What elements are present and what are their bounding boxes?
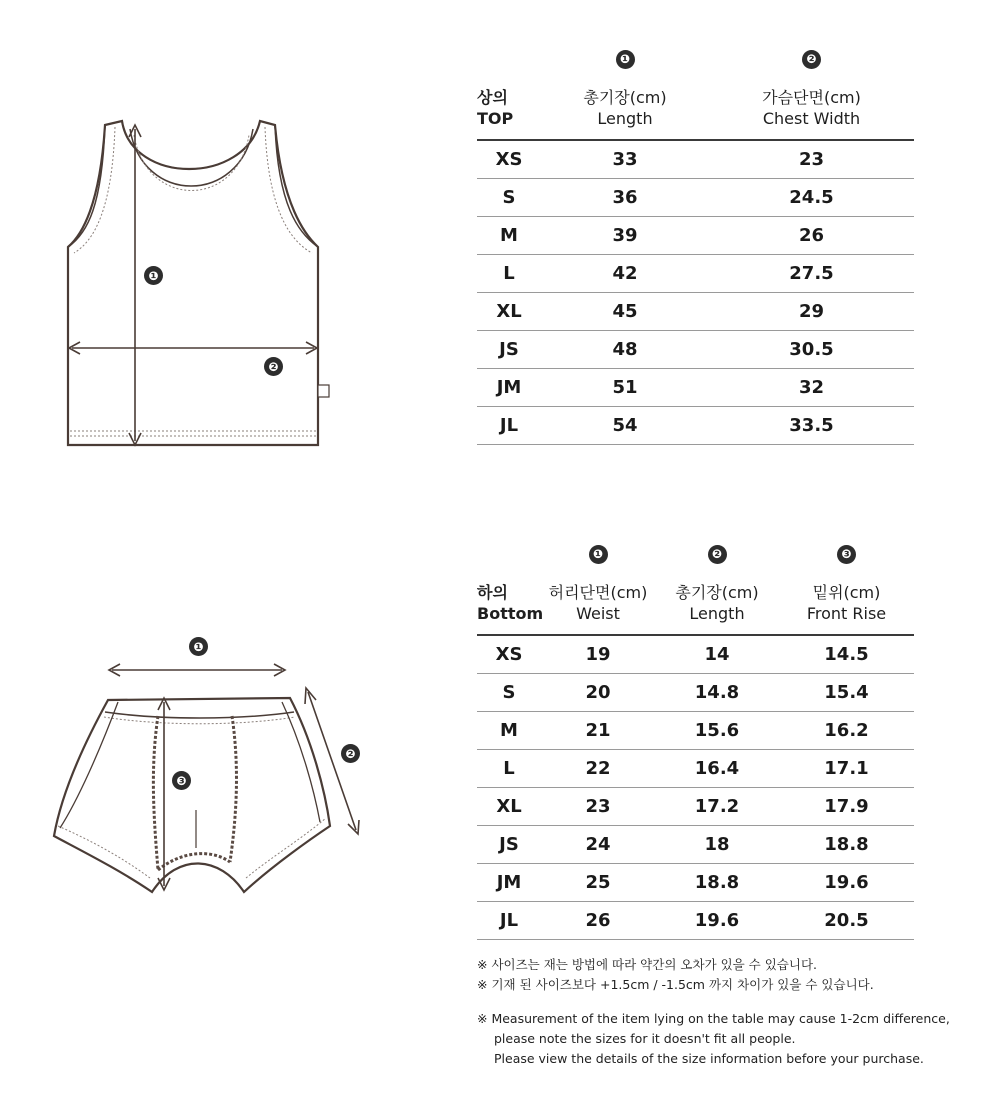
measurement-cell: 18 [655, 826, 779, 864]
measurement-cell: 51 [541, 369, 709, 407]
column-en: Chest Width [762, 109, 861, 128]
measurement-cell: 39 [541, 217, 709, 255]
measurement-cell: 14 [655, 635, 779, 674]
size-cell: L [477, 750, 541, 788]
tank-top-drawing [60, 115, 340, 455]
marker-2-icon: ❷ [708, 545, 727, 564]
measurement-cell: 16.4 [655, 750, 779, 788]
measurement-cell: 22 [541, 750, 655, 788]
marker-3-icon: ❸ [837, 545, 856, 564]
column-en: Length [597, 109, 653, 128]
measurement-cell: 33.5 [709, 407, 914, 445]
marker-row [477, 540, 914, 582]
measurement-cell: 42 [541, 255, 709, 293]
measurement-cell: 17.2 [655, 788, 779, 826]
column-header-length [541, 87, 709, 140]
table-row [477, 217, 914, 255]
table-row [477, 255, 914, 293]
measurement-cell: 19.6 [655, 902, 779, 940]
note-ko-1: ※ 사이즈는 재는 방법에 따라 약간의 오차가 있을 수 있습니다. [477, 957, 818, 972]
measurement-cell: 15.4 [779, 674, 914, 712]
measurement-cell: 26 [709, 217, 914, 255]
size-cell: M [477, 217, 541, 255]
category-header [477, 87, 541, 140]
column-ko: 총기장(cm) [583, 88, 667, 107]
measurement-cell: 17.9 [779, 788, 914, 826]
measurement-cell: 15.6 [655, 712, 779, 750]
measurement-cell: 24.5 [709, 179, 914, 217]
measurement-cell: 20.5 [779, 902, 914, 940]
measurement-cell: 19.6 [779, 864, 914, 902]
size-cell: XL [477, 788, 541, 826]
table-row [477, 712, 914, 750]
measurement-cell: 23 [541, 788, 655, 826]
note-en-1: ※ Measurement of the item lying on the table may cause 1-2cm difference, [477, 1011, 950, 1026]
marker-1-icon: ❶ [616, 50, 635, 69]
shorts-illustration [50, 630, 370, 900]
column-ko: 총기장(cm) [675, 583, 759, 602]
marker-1-icon: ❶ [144, 266, 163, 285]
column-ko: 가슴단면(cm) [762, 88, 861, 107]
size-cell: JL [477, 407, 541, 445]
table-row [477, 788, 914, 826]
column-ko: 허리단면(cm) [548, 583, 648, 602]
marker-3-icon: ❸ [172, 771, 191, 790]
column-header-chest [709, 87, 914, 140]
table-row [477, 864, 914, 902]
column-ko: 밑위(cm) [812, 583, 881, 602]
size-cell: M [477, 712, 541, 750]
column-en: Weist [576, 604, 620, 623]
measurement-cell: 36 [541, 179, 709, 217]
measurement-cell: 26 [541, 902, 655, 940]
category-ko: 상의 [477, 88, 508, 107]
category-header [477, 582, 544, 635]
size-cell: XL [477, 293, 541, 331]
column-en: Front Rise [806, 604, 887, 623]
column-header-waist [541, 582, 655, 635]
note-ko-2: ※ 기재 된 사이즈보다 +1.5cm / -1.5cm 까지 차이가 있을 수 있습니다. [477, 977, 874, 992]
table-row [477, 407, 914, 445]
category-en: TOP [477, 109, 514, 128]
column-header-rise [779, 582, 914, 635]
marker-2-icon: ❷ [802, 50, 821, 69]
size-cell: L [477, 255, 541, 293]
category-en: Bottom [477, 604, 544, 623]
measurement-cell: 14.8 [655, 674, 779, 712]
size-cell: S [477, 179, 541, 217]
size-cell: JS [477, 331, 541, 369]
table-row [477, 179, 914, 217]
measurement-cell: 18.8 [779, 826, 914, 864]
table-row [477, 674, 914, 712]
note-en-2: please note the sizes for it doesn't fit all people. [494, 1031, 796, 1046]
marker-2-icon: ❷ [341, 744, 360, 763]
column-header-length [655, 582, 779, 635]
size-notes [477, 955, 987, 1069]
size-cell: JS [477, 826, 541, 864]
note-en-block [477, 1009, 987, 1069]
shorts-drawing [50, 630, 370, 900]
measurement-cell: 32 [709, 369, 914, 407]
table-row [477, 750, 914, 788]
measurement-cell: 54 [541, 407, 709, 445]
measurement-cell: 30.5 [709, 331, 914, 369]
size-cell: XS [477, 140, 541, 179]
measurement-cell: 24 [541, 826, 655, 864]
measurement-cell: 16.2 [779, 712, 914, 750]
measurement-cell: 21 [541, 712, 655, 750]
table-row [477, 293, 914, 331]
measurement-cell: 23 [709, 140, 914, 179]
measurement-cell: 20 [541, 674, 655, 712]
size-cell: S [477, 674, 541, 712]
table-row [477, 635, 914, 674]
table-row [477, 826, 914, 864]
size-cell: XS [477, 635, 541, 674]
measurement-cell: 14.5 [779, 635, 914, 674]
marker-1-icon: ❶ [589, 545, 608, 564]
marker-1-icon: ❶ [189, 637, 208, 656]
table-row [477, 140, 914, 179]
measurement-cell: 33 [541, 140, 709, 179]
size-cell: JL [477, 902, 541, 940]
measurement-cell: 18.8 [655, 864, 779, 902]
table-row [477, 902, 914, 940]
table-row [477, 369, 914, 407]
category-ko: 하의 [477, 583, 508, 602]
measurement-cell: 48 [541, 331, 709, 369]
tank-top-illustration [60, 115, 340, 455]
header-row [477, 87, 914, 140]
marker-row [477, 45, 914, 87]
measurement-cell: 45 [541, 293, 709, 331]
column-en: Length [689, 604, 745, 623]
size-cell: JM [477, 369, 541, 407]
marker-2-icon: ❷ [264, 357, 283, 376]
measurement-cell: 19 [541, 635, 655, 674]
measurement-cell: 17.1 [779, 750, 914, 788]
measurement-cell: 25 [541, 864, 655, 902]
size-cell: JM [477, 864, 541, 902]
top-size-table [477, 45, 914, 445]
table-row [477, 331, 914, 369]
bottom-size-table [477, 540, 914, 940]
header-row [477, 582, 914, 635]
measurement-cell: 29 [709, 293, 914, 331]
measurement-cell: 27.5 [709, 255, 914, 293]
note-en-3: Please view the details of the size information before your purchase. [494, 1051, 924, 1066]
